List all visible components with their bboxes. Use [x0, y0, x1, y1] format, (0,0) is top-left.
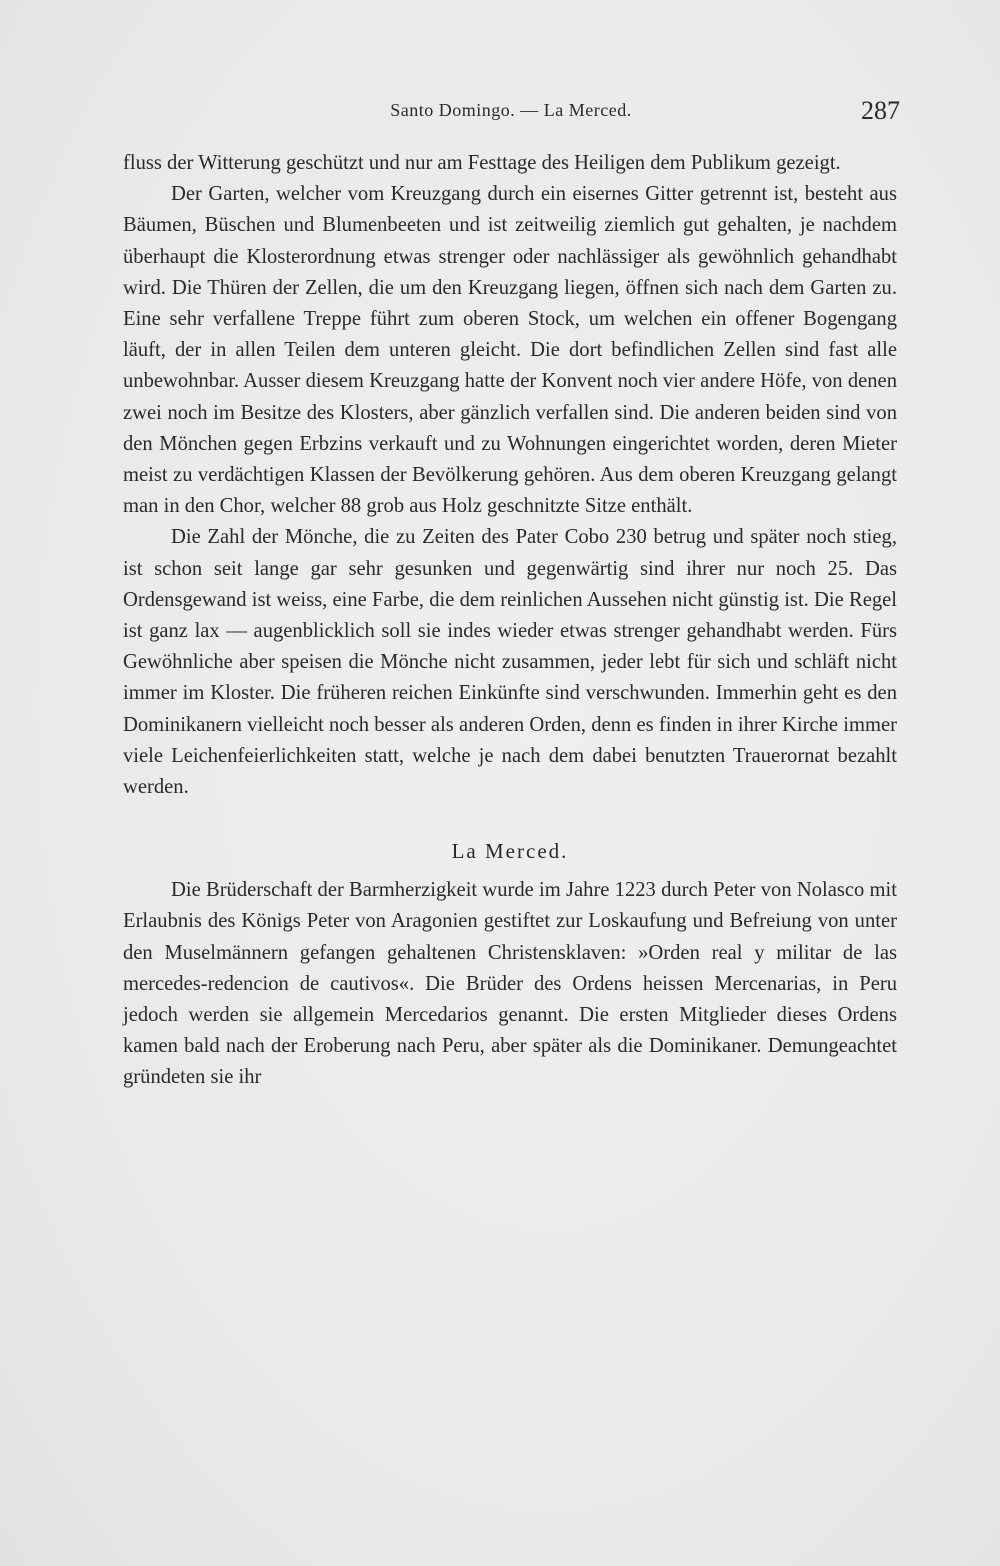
body-text — [123, 148, 897, 1094]
paragraph: Der Garten, welcher vom Kreuzgang durch ein eisernes Gitter getrennt ist, besteht aus Bäumen, Büschen und Blumenbeeten und ist zeitweilig ziemlich gut gehalten, je nachdem überhaupt die Klosterordnung etwas strenger oder nachlässiger als gewöhnlich gehandhabt wird. Die Thüren der Zellen, die um den Kreuzgang liegen, öffnen sich nach dem Garten zu. Eine sehr verfallene Treppe führt zum oberen Stock, um welchen ein offener Bogengang läuft, der in allen Teilen dem unteren gleicht. Die dort befindlichen Zellen sind fast alle unbewohnbar. Ausser diesem Kreuzgang hatte der Konvent noch vier andere Höfe, von denen zwei noch im Besitze des Klosters, aber gänzlich verfallen sind. Die anderen beiden sind von den Mönchen gegen Erbzins verkauft und zu Wohnungen eingerichtet worden, deren Mieter meist zu verdächtigen Klassen der Bevölkerung gehören. Aus dem oberen Kreuzgang gelangt man in den Chor, welcher 88 grob aus Holz geschnitzte Sitze enthält. — [123, 183, 897, 518]
running-head — [122, 98, 900, 132]
page-number: 287 — [861, 96, 900, 125]
paragraph: Die Brüderschaft der Barmherzigkeit wurde im Jahre 1223 durch Peter von Nolasco mit Erlaubnis des Königs Peter von Aragonien gestiftet zur Loskaufung und Befreiung von unter den Muselmännern gefangen gehaltenen Christensklaven: »Orden real y militar de las mercedes-redencion de cautivos«. Die Brüder des Ordens heissen Mercenarias, in Peru jedoch werden sie allgemein Mercedarios genannt. Die ersten Mitglieder dieses Ordens kamen bald nach der Eroberung nach Peru, aber später als die Dominikaner. Demungeachtet gründeten sie ihr — [123, 879, 897, 1089]
paragraph: fluss der Witterung geschützt und nur am Festtage des Heiligen dem Publikum gezeigt. — [123, 152, 841, 174]
section-heading: La Merced. — [451, 839, 569, 864]
running-title: Santo Domingo. — La Merced. — [390, 100, 632, 120]
paragraph: Die Zahl der Mönche, die zu Zeiten des Pater Cobo 230 betrug und später noch stieg, ist schon seit lange gar sehr gesunken und gegenwärtig sind ihrer nur noch 25. Das Ordensgewand ist weiss, eine Farbe, die dem reinlichen Aussehen nicht günstig ist. Die Regel ist ganz lax — augenblicklich soll sie indes wieder etwas strenger gehandhabt werden. Fürs Gewöhnliche aber speisen die Mönche nicht zusammen, jeder lebt für sich und schläft nicht immer im Kloster. Die früheren reichen Einkünfte sind verschwunden. Immerhin geht es den Dominikanern vielleicht noch besser als anderen Orden, denn es finden in ihrer Kirche immer viele Leichenfeierlichkeiten statt, welche je nach dem dabei benutzten Trauerornat bezahlt werden. — [123, 526, 897, 799]
